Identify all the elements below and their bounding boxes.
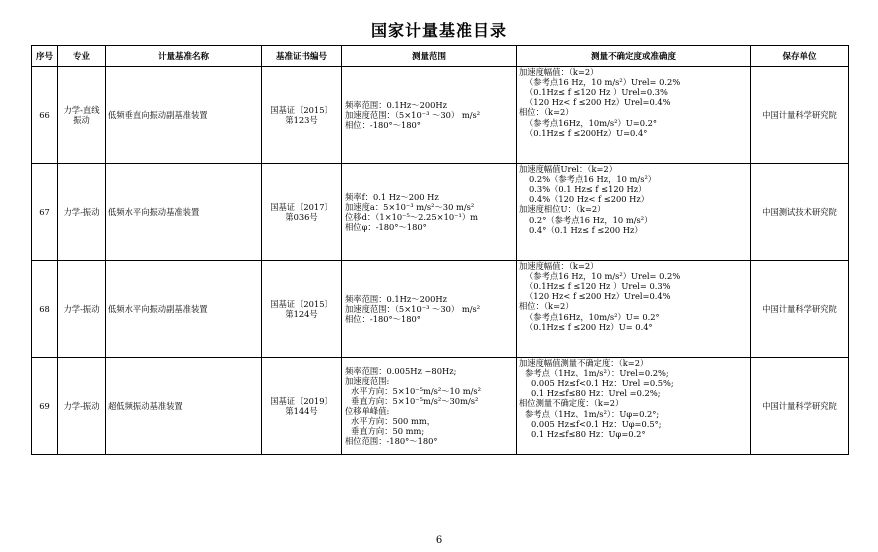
row-discipline (58, 67, 106, 164)
uncertainty-line: （参考点16 Hz，10 m/s²）Urel= 0.2% (525, 77, 681, 88)
row-discipline (58, 358, 106, 455)
table-row (32, 67, 849, 164)
range-line: 位移单峰值: (345, 406, 390, 416)
row-no: 66 (32, 67, 58, 164)
uncertainty-line: 加速度相位U：（k=2） (519, 204, 606, 215)
range-line: 相位：-180°～180° (345, 120, 421, 131)
range-line: 位移d：（1×10⁻⁵～2.25×10⁻¹）m (345, 212, 478, 222)
row-no: 69 (32, 358, 58, 455)
uncertainty-line: 0.2°（参考点16 Hz，10 m/s²） (529, 214, 653, 225)
row-uncertainty (517, 164, 751, 261)
table-row (32, 164, 849, 261)
row-cert (262, 261, 342, 358)
row-range (342, 67, 517, 164)
range-line: 相位：-180°～180° (345, 314, 421, 325)
uncertainty-line: 0.1 Hz≤f≤80 Hz：Urel =0.2%; (531, 388, 661, 399)
row-no: 67 (32, 164, 58, 261)
discipline-line: 振动 (73, 115, 90, 125)
header-discipline: 专业 (58, 46, 106, 67)
row-name: 超低频振动基准装置 (106, 358, 262, 455)
row-cert (262, 67, 342, 164)
row-name: 低频水平向振动副基准装置 (106, 261, 262, 358)
uncertainty-line: 0.3%（0.1 Hz≤ f ≤120 Hz） (529, 184, 647, 195)
cert-line: 国基证〔2017〕 (270, 201, 333, 212)
range-line: 水平方向：500 mm， (351, 416, 435, 427)
header-custodian: 保存单位 (751, 46, 849, 67)
discipline-line: 力学-振动 (63, 206, 100, 217)
uncertainty-line: 加速度幅值：（k=2） (519, 67, 599, 77)
header-name: 计量基准名称 (106, 46, 262, 67)
uncertainty-line: 0.4%（120 Hz< f ≤200 Hz） (529, 194, 650, 205)
cert-line: 国基证〔2015〕 (270, 298, 333, 309)
uncertainty-line: （0.1Hz≤ f ≤120 Hz ）Urel= 0.3% (525, 281, 671, 292)
range-line: 相位范围：-180°～180° (345, 436, 438, 447)
cert-line: 第036号 (285, 212, 318, 222)
uncertainty-line: 加速度幅值Urel：（k=2） (519, 164, 618, 174)
row-custodian: 中国计量科学研究院 (751, 67, 849, 164)
row-name: 低频垂直向振动副基准装置 (106, 67, 262, 164)
uncertainty-line: （参考点16Hz，10m/s²）U=0.2° (525, 117, 658, 128)
cert-line: 第124号 (285, 309, 318, 319)
cert-line: 第123号 (285, 115, 318, 125)
uncertainty-line: （参考点16 Hz，10 m/s²）Urel= 0.2% (525, 271, 681, 282)
row-name: 低频水平向振动基准装置 (106, 164, 262, 261)
uncertainty-line: 0.1 Hz≤f≤80 Hz：Uφ=0.2° (531, 428, 646, 439)
page-number: 6 (435, 535, 443, 546)
row-custodian: 中国计量科学研究院 (751, 261, 849, 358)
table-header-row (32, 46, 849, 67)
cert-line: 国基证〔2015〕 (270, 104, 333, 115)
range-line: 频率范围：0.1Hz～200Hz (345, 99, 448, 110)
header-cert: 基准证书编号 (262, 46, 342, 67)
uncertainty-line: （120 Hz< f ≤200 Hz）Urel=0.4% (525, 97, 671, 108)
uncertainty-line: 加速度幅值：（k=2） (519, 261, 599, 271)
range-line: 频率范围：0.1Hz～200Hz (345, 293, 448, 304)
uncertainty-line: （0.1Hz≤ f ≤120 Hz ）Urel=0.3% (525, 87, 668, 98)
uncertainty-line: （0.1Hz≤ f ≤200Hz）U=0.4° (525, 127, 648, 138)
uncertainty-line: 参考点（1Hz、1m/s²）：Urel=0.2%; (525, 368, 669, 379)
uncertainty-line: 0.005 Hz≤f<0.1 Hz：Uφ=0.5°; (531, 418, 662, 429)
row-custodian: 中国测试技术研究院 (751, 164, 849, 261)
discipline-line: 力学-振动 (63, 303, 100, 314)
row-discipline (58, 164, 106, 261)
row-discipline (58, 261, 106, 358)
uncertainty-line: 相位：（k=2） (519, 301, 574, 312)
discipline-line: 力学-振动 (63, 400, 100, 411)
row-cert (262, 164, 342, 261)
uncertainty-line: 0.4°（0.1 Hz≤ f ≤200 Hz） (529, 224, 643, 235)
range-line: 相位φ：-180°～180° (345, 222, 427, 233)
uncertainty-line: 相位：（k=2） (519, 107, 574, 118)
range-line: 加速度范围：（5×10⁻³ ～30） m/s² (345, 303, 481, 314)
row-range (342, 164, 517, 261)
range-line: 垂直方向：5×10⁻⁵m/s²～30m/s² (351, 395, 479, 406)
uncertainty-line: 0.005 Hz≤f<0.1 Hz：Urel =0.5%; (531, 378, 674, 389)
cert-line: 国基证〔2019〕 (270, 395, 333, 406)
discipline-line: 力学-直线 (63, 104, 100, 115)
uncertainty-line: （参考点16Hz，10m/s²）U= 0.2° (525, 311, 660, 322)
uncertainty-line: 相位测量不确定度：（k=2） (519, 398, 624, 409)
row-uncertainty (517, 67, 751, 164)
header-no: 序号 (32, 46, 58, 67)
row-uncertainty (517, 358, 751, 455)
header-range: 测量范围 (342, 46, 517, 67)
range-line: 加速度a：5×10⁻³ m/s²～30 m/s² (345, 201, 475, 212)
range-line: 加速度范围：（5×10⁻³ ～30） m/s² (345, 109, 481, 120)
row-range (342, 358, 517, 455)
range-line: 频率f：0.1 Hz～200 Hz (345, 191, 439, 202)
page-title: 国家计量基准目录 (370, 21, 507, 40)
uncertainty-line: 加速度幅值测量不确定度：（k=2） (519, 358, 649, 368)
uncertainty-line: （0.1Hz≤ f ≤200 Hz）U= 0.4° (525, 321, 653, 332)
table-row (32, 358, 849, 455)
standards-table (31, 45, 849, 455)
range-line: 频率范围：0.005Hz ~80Hz; (345, 365, 457, 376)
table-row (32, 261, 849, 358)
uncertainty-line: 0.2%（参考点16 Hz，10 m/s²） (529, 174, 657, 185)
uncertainty-line: 参考点（1Hz、1m/s²）：Uφ=0.2°; (525, 408, 660, 419)
range-line: 加速度范围: (345, 375, 390, 386)
row-cert (262, 358, 342, 455)
cert-line: 第144号 (285, 406, 318, 416)
header-uncertainty: 测量不确定度或准确度 (517, 46, 751, 67)
range-line: 水平方向：5×10⁻⁵m/s²～10 m/s² (351, 385, 481, 396)
range-line: 垂直方向：50 mm; (351, 426, 425, 437)
row-custodian: 中国计量科学研究院 (751, 358, 849, 455)
row-range (342, 261, 517, 358)
row-uncertainty (517, 261, 751, 358)
uncertainty-line: （120 Hz< f ≤200 Hz）Urel=0.4% (525, 291, 671, 302)
row-no: 68 (32, 261, 58, 358)
